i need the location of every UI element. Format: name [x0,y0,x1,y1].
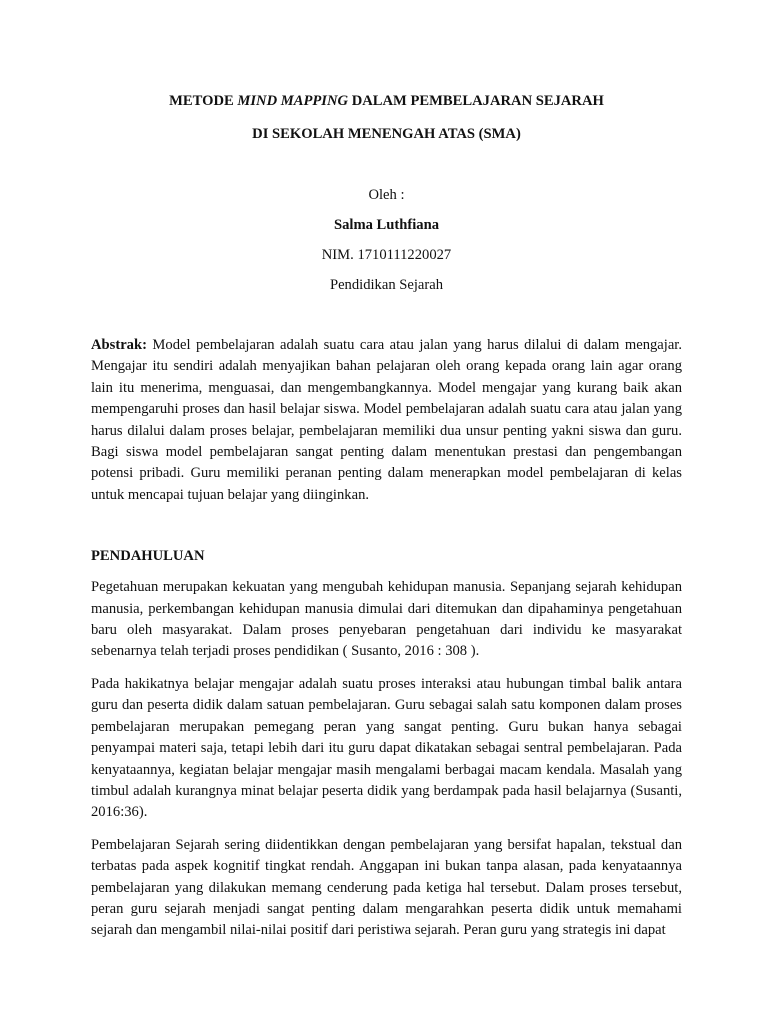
title-suffix: DALAM PEMBELAJARAN SEJARAH [348,93,604,109]
body-paragraph-3: Pembelajaran Sejarah sering diidentikkan dengan pembelajaran yang bersifat hapalan, tekstual dan terbatas pada aspek kognitif tingkat rendah. Anggapan ini bukan tanpa alasan, pada kenyataannya pembelajaran yang dilakukan memang cenderung pada ketiga hal tersebut. Dalam proses tersebut, peran guru sejarah menjadi sangat penting dalam mengarahkan peserta didik untuk memahami sejarah dan mengambil nilai-nilai positif dari peristiwa sejarah. Peran guru yang strategis ini dapat [91,836,682,939]
title-italic-term: MIND MAPPING [237,93,349,109]
author-name: Salma Luthfiana [333,217,440,233]
student-id: NIM. 1710111220027 [321,247,452,263]
title-prefix: METODE [169,93,238,109]
document-title-line-2: DI SEKOLAH MENENGAH ATAS (SMA) [252,126,521,142]
department: Pendidikan Sejarah [329,277,444,293]
abstract-label: Abstrak: [91,337,147,353]
section-heading: PENDAHULUAN [91,548,205,565]
document-title-line-1 [91,0,682,110]
by-label: Oleh : [368,187,405,203]
body-paragraph-2: Pada hakikatnya belajar mengajar adalah suatu proses interaksi atau hubungan timbal balik antara guru dan peserta didik dalam satuan pembelajaran. Guru sebagai salah satu komponen dalam proses pembelajaran merupakan pemegang peran yang sangat penting. Guru bukan hanya sebagai penyampai materi saja, tetapi lebih dari itu guru dapat dikatakan sebagai sentral pembelajaran. Pada kenyataannya, kegiatan belajar mengajar masih mengalami berbagai macam kendala. Masalah yang timbul adalah kurangnya minat belajar peserta didik yang berdampak pada hasil belajarnya (Susanti, 2016:36). [91,675,682,821]
body-paragraph-1: Pegetahuan merupakan kekuatan yang mengubah kehidupan manusia. Sepanjang sejarah kehidupan manusia, perkembangan kehidupan manusia dimulai dari ditemukan dan dipahaminya pengetahuan baru oleh masyarakat. Dalam proses penyebaran pengetahuan dari individu ke masyarakat sebenarnya telah terjadi proses pendidikan ( Susanto, 2016 : 308 ). [91,579,682,660]
abstract-text: Model pembelajaran adalah suatu cara atau jalan yang harus dilalui di dalam mengajar. Mengajar itu sendiri adalah menyajikan bahan pelajaran oleh orang kepada orang lain agar orang lain itu menerima, menguasai, dan mengembangkannya. Model mengajar yang kurang baik akan mempengaruhi proses dan hasil belajar siswa. Model pembelajaran adalah suatu cara atau jalan yang harus dilalui dalam proses belajar, pembelajaran memiliki dua unsur penting yakni siswa dan guru. Bagi siswa model pembelajaran sangat penting dalam menentukan prestasi dan pengembangan potensi pribadi. Guru memiliki peranan penting dalam menerapkan model pembelajaran di kelas untuk mencapai tujuan belajar yang diinginkan. [91,337,682,503]
abstract-paragraph [91,335,682,506]
